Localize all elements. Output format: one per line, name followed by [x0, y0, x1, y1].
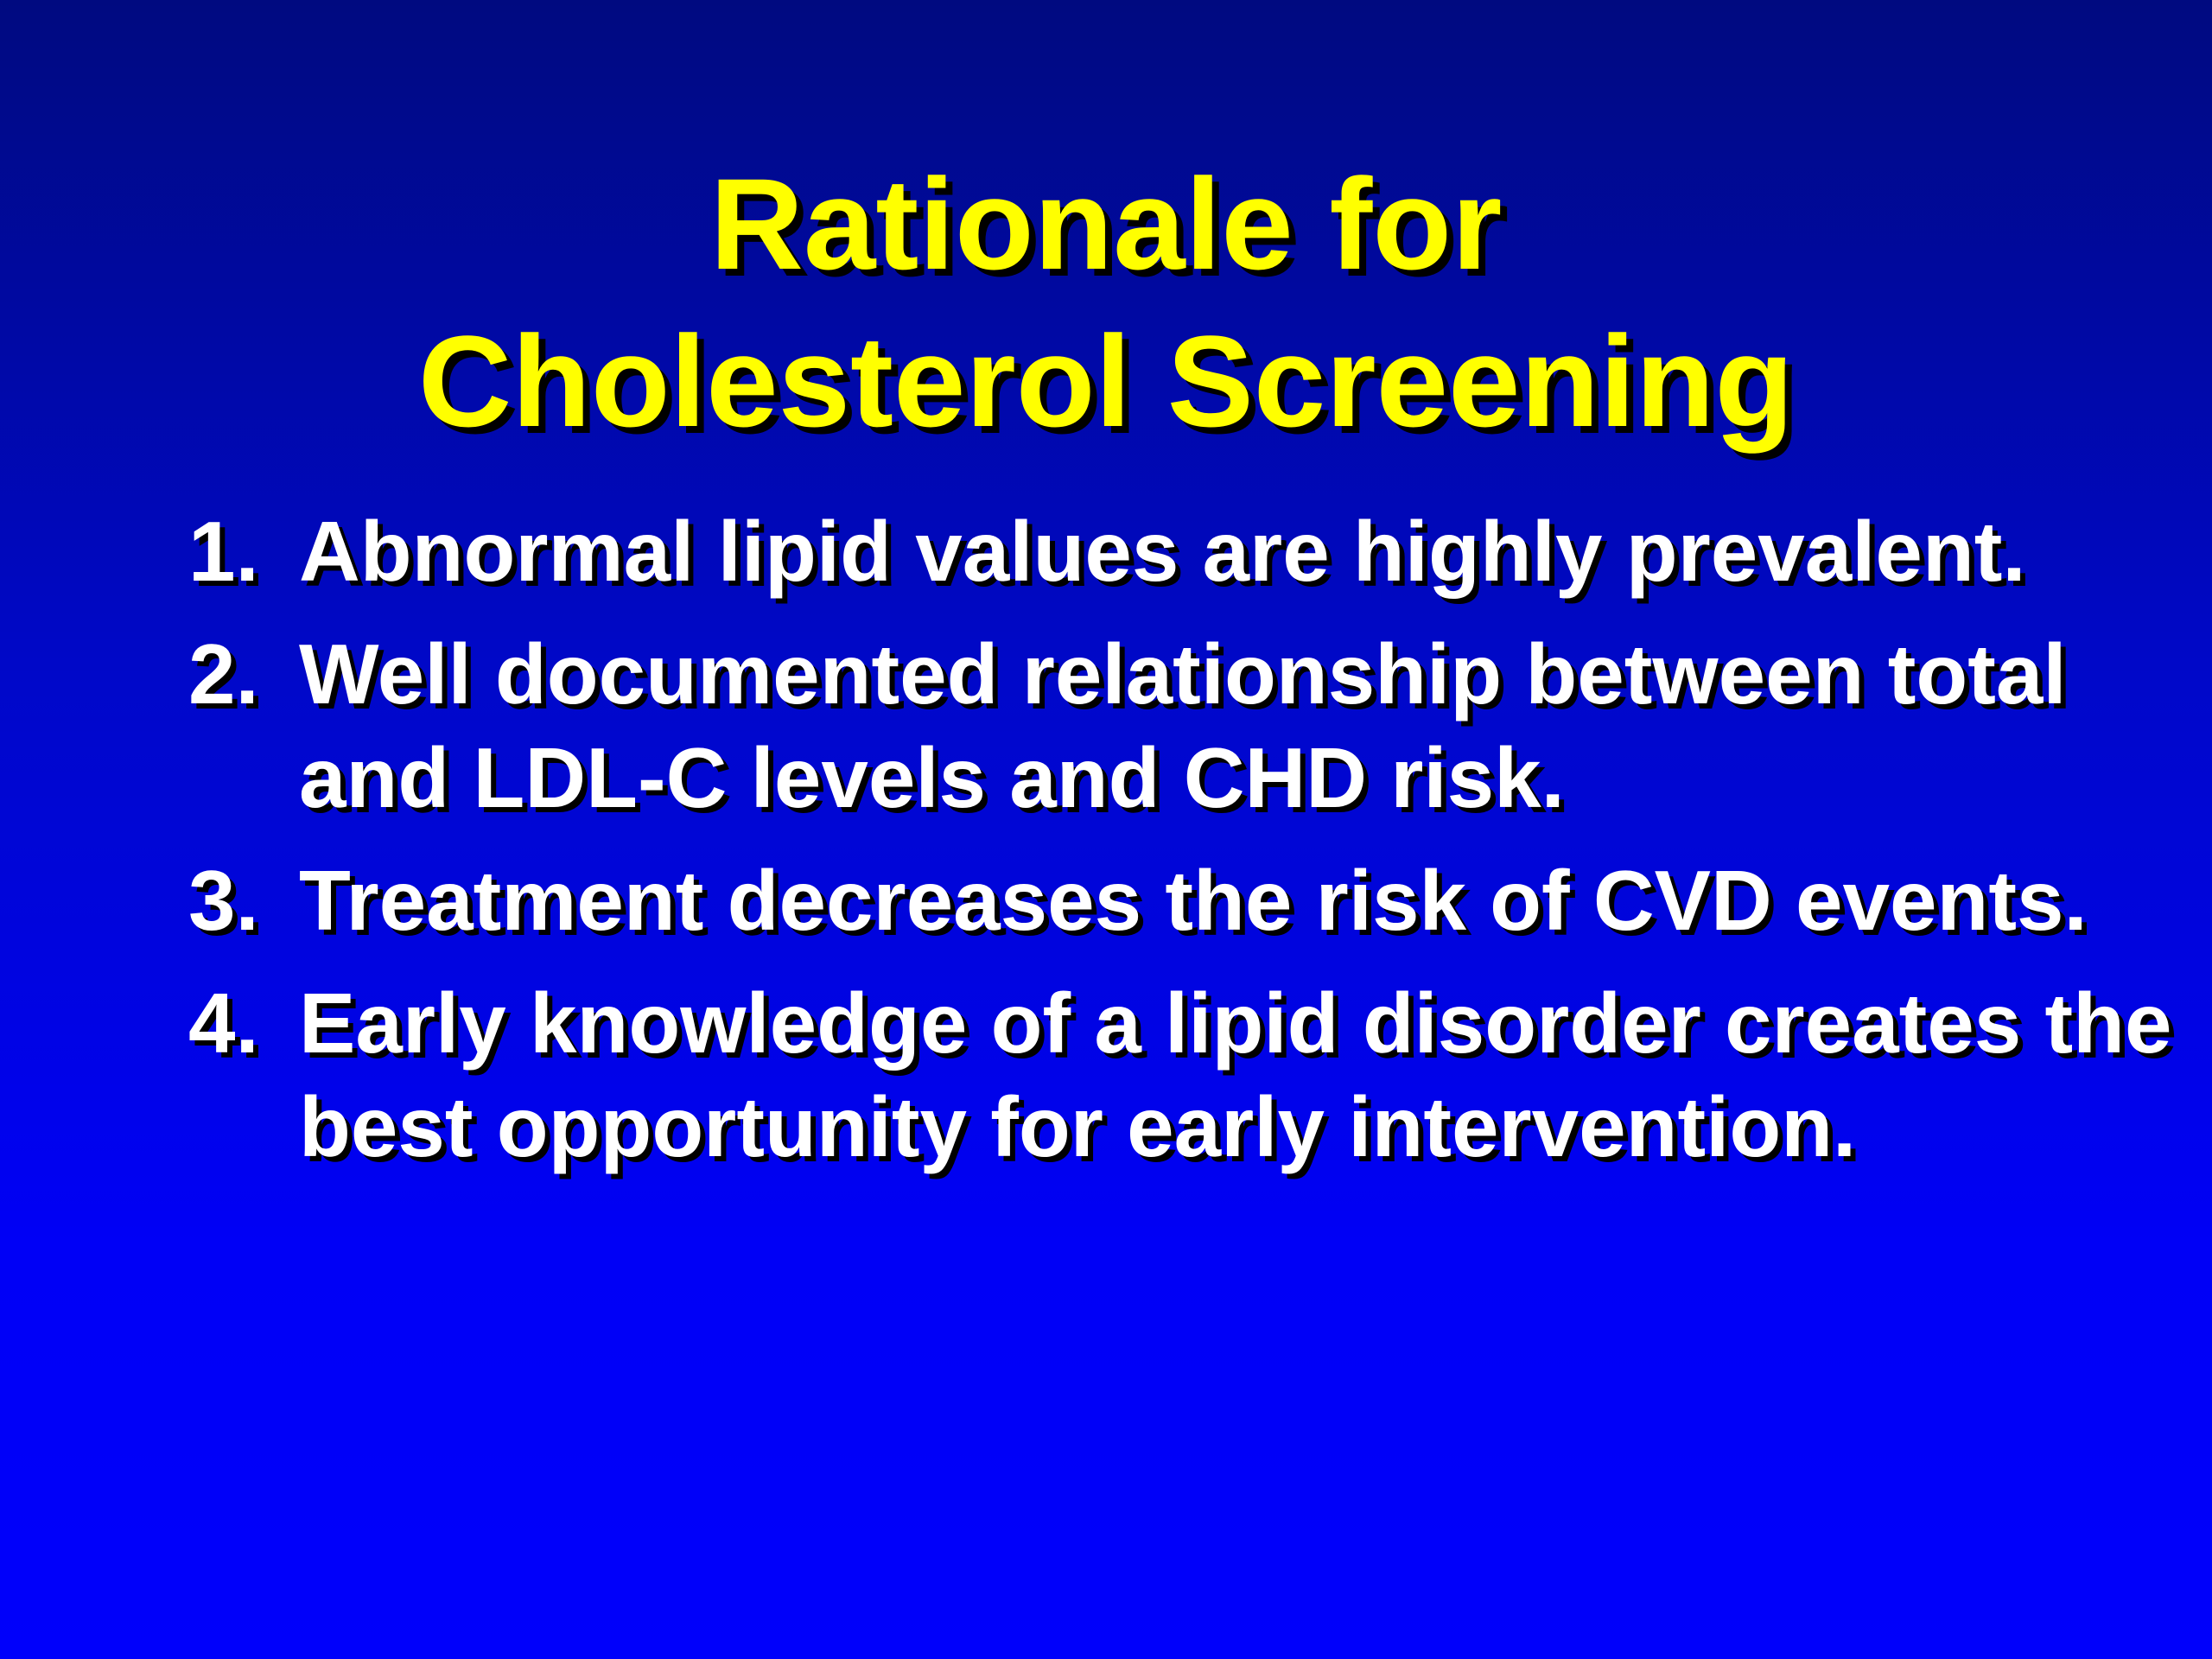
list-item — [188, 499, 2193, 603]
list-item — [188, 622, 2193, 830]
slide-title — [0, 145, 2212, 460]
slide-title-line-2: Cholesterol Screening — [417, 308, 1795, 454]
rationale-list — [188, 499, 2193, 1198]
list-item-number: 2. — [188, 626, 259, 721]
list-item-number: 3. — [188, 853, 259, 948]
list-item — [188, 849, 2193, 952]
list-item-text: Early knowledge of a lipid disorder creates the best opportunity for early intervention. — [299, 976, 2172, 1174]
list-item-text: Treatment decreases the risk of CVD events. — [299, 853, 2088, 948]
list-item-text: Abnormal lipid values are highly prevalent. — [299, 504, 2026, 599]
list-item-text: Well documented relationship between total and LDL-C levels and CHD risk. — [299, 626, 2067, 825]
list-item-number: 1. — [188, 504, 259, 599]
list-item-number: 4. — [188, 976, 259, 1071]
slide-title-line-1: Rationale for — [709, 151, 1503, 296]
list-item — [188, 971, 2193, 1179]
